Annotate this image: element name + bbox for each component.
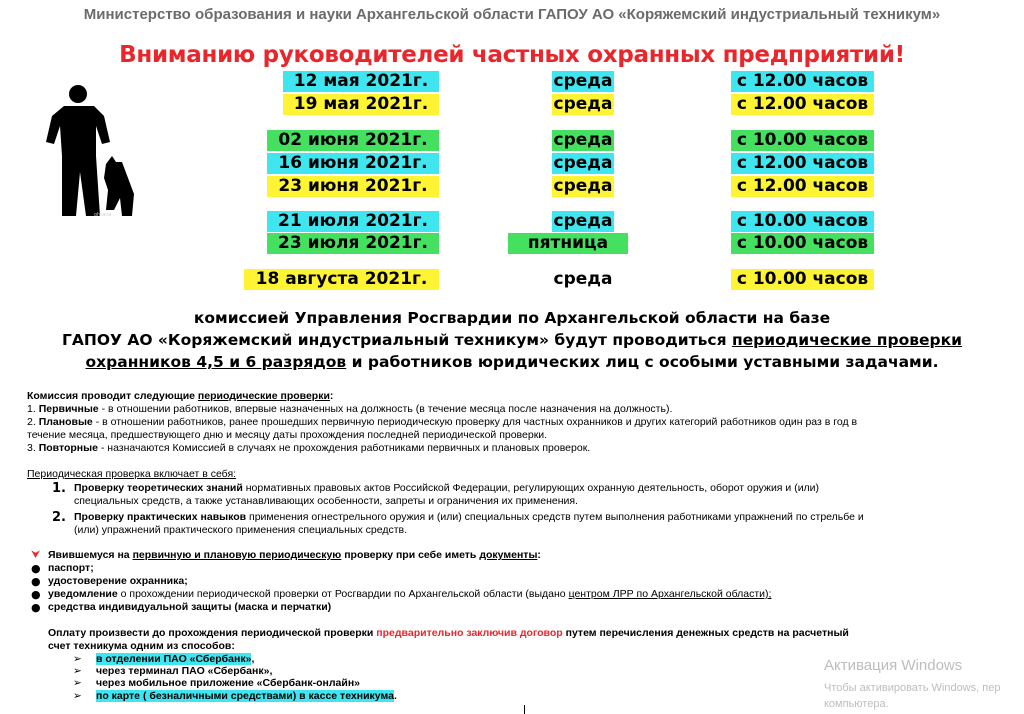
doc-intro-underlined: документы (479, 549, 538, 561)
bullet-icon: ● (31, 588, 41, 601)
doc-guard-certificate: удостоверение охранника; (48, 575, 188, 587)
schedule-time-8: с 10.00 часов (731, 269, 874, 290)
schedule-day-2: среда (553, 94, 613, 114)
announcement-line-2 (0, 329, 1024, 351)
payment-text: путем перечисления денежных средств на расчетный (562, 627, 849, 639)
arrow-icon: ➢ (73, 677, 82, 689)
lrr-center-underlined: центром ЛРР по Архангельской области); (568, 588, 772, 600)
schedule-time-3: с 10.00 часов (731, 130, 874, 151)
guards-grades-underlined: охранников 4,5 и 6 разрядов (85, 353, 347, 371)
arrow-bullet-icon: ⮟ (31, 548, 41, 561)
item-bold: Первичные (38, 403, 99, 415)
arrow-icon: ➢ (73, 665, 82, 677)
doc-intro-text: проверку при себе иметь (341, 549, 480, 561)
periodic-heading: Периодическая проверка включает в себя: (27, 468, 237, 480)
pay-method-comma: , (269, 665, 273, 677)
schedule-day-1: среда (553, 71, 613, 91)
item-bold: уведомление (48, 588, 118, 600)
schedule-date-6: 21 июля 2021г. (267, 211, 439, 232)
commission-item-1: 1. Первичные - в отношении работников, впервые назначенных на должность (в течение месяца после назначения на должность). (27, 403, 673, 415)
schedule-date-5: 23 июня 2021г. (267, 176, 439, 197)
item-text: о прохождении периодической проверки от Росгвардии по Архангельской области (выдано (117, 588, 569, 600)
periodic-checks-underlined: периодические проверки (731, 331, 963, 349)
schedule-day-7: пятница (508, 233, 628, 254)
pay-method-end: . (393, 690, 397, 702)
activation-hint-line-1: Чтобы активировать Windows, пер (824, 682, 1001, 694)
arrow-icon: ➢ (73, 690, 82, 702)
pay-method-card (96, 690, 397, 703)
item-bold: Проверку практических навыков (74, 511, 247, 523)
page-title: Вниманию руководителей частных охранных предприятий! (119, 42, 905, 68)
windows-activation-title: Активация Windows (824, 657, 963, 674)
schedule-day-5: среда (553, 176, 613, 196)
doc-passport: паспорт; (48, 562, 94, 574)
commission-intro-colon: : (329, 390, 334, 402)
schedule-time-2: с 12.00 часов (731, 94, 874, 115)
arrow-icon: ➢ (73, 653, 82, 665)
announcement-text: ГАПОУ АО «Коряжемский индустриальный техникум» будут проводиться (61, 331, 732, 349)
doc-intro-text: Явившемуся на (48, 549, 133, 561)
schedule-date-3: 02 июня 2021г. (267, 130, 439, 151)
schedule-date-2: 19 мая 2021г. (283, 94, 439, 115)
schedule-day-6: среда (553, 211, 613, 231)
schedule-day-3: среда (553, 130, 613, 150)
text-cursor (524, 705, 525, 714)
item-bold: Плановые (38, 416, 93, 428)
commission-item-2: 2. Плановые - в отношении работников, ранее прошедших первичную периодическую проверку для частных охранников и других категорий работников один раз в год в (27, 416, 858, 428)
doc-intro-underlined: первичную и плановую периодическую (132, 549, 342, 561)
schedule-time-6: с 10.00 часов (731, 211, 874, 232)
bullet-icon: ● (31, 601, 41, 614)
schedule-date-1: 12 мая 2021г. (283, 71, 439, 92)
documents-intro (48, 549, 541, 562)
contract-red-text: предварительно заключив договор (376, 627, 563, 639)
periodic-num-1: 1. (52, 481, 66, 496)
item-text: - назначаются Комиссией в случаях не прохождения работниками первичных и плановых проверок. (97, 442, 591, 454)
item-text: нормативных правовых актов Российской Федерации, регулирующих охранную деятельность, оборот оружия и (или) (242, 482, 820, 494)
pay-method-text: в отделении ПАО «Сбербанк» (96, 653, 252, 665)
guard-dog-silhouette-icon (42, 82, 142, 218)
activation-hint-line-2: компьютера. (824, 698, 889, 710)
payment-line-2: счет техникума одним из способов: (48, 640, 235, 652)
commission-item-2-cont: течение месяца, предшествующего дню и месяцу даты прохождения последней периодической проверки. (27, 429, 548, 441)
periodic-num-2: 2. (52, 510, 66, 525)
doc-notification (48, 588, 771, 601)
item-text: применения огнестрельного оружия и (или) специальных средств путем выполнения работниками упражнений по стрельбе и (246, 511, 864, 523)
commission-intro (27, 390, 333, 403)
item-text: - в отношении работников, ранее прошедших первичную периодическую проверку для частных охранников и других категорий работников один раз в год в (92, 416, 858, 428)
windows-activation-hint (824, 680, 1000, 712)
schedule-date-4: 16 июня 2021г. (267, 153, 439, 174)
doc-ppe: средства индивидуальной защиты (маска и перчатки) (48, 601, 332, 613)
svg-text:ohrana: ohrana (94, 212, 112, 218)
announcement-line-3 (0, 351, 1024, 373)
pay-method-comma: , (251, 653, 255, 665)
commission-intro-text: Комиссия проводит следующие (27, 390, 198, 402)
bullet-icon: ● (31, 575, 41, 588)
periodic-item-2 (74, 511, 864, 524)
announcement-text: и работников юридических лиц с особыми уставными задачами. (346, 353, 939, 371)
bullet-icon: ● (31, 562, 41, 575)
item-text: - в отношении работников, впервые назначенных на должность (в течение месяца после назначения на должность). (98, 403, 673, 415)
periodic-item-1-cont: специальных средств, а также устанавливающих особенности, запреты и ограничения их применения. (74, 495, 578, 507)
announcement-line-1: комиссией Управления Росгвардии по Архангельской области на базе (193, 309, 831, 327)
schedule-day-8: среда (553, 269, 613, 289)
schedule-date-7: 23 июля 2021г. (267, 233, 439, 254)
pay-method-text: по карте ( безналичными средствами) в кассе техникума (96, 690, 394, 702)
commission-item-3: 3. Повторные - назначаются Комиссией в случаях не прохождения работниками первичных и плановых проверок. (27, 442, 591, 454)
schedule-time-4: с 12.00 часов (731, 153, 874, 174)
commission-intro-underlined: периодические проверки (197, 390, 330, 402)
item-bold: Повторные (38, 442, 98, 454)
schedule-date-8: 18 августа 2021г. (244, 269, 439, 290)
pay-method-mobile (96, 677, 360, 690)
schedule-day-4: среда (553, 153, 613, 173)
payment-text: Оплату произвести до прохождения периодической проверки (48, 627, 377, 639)
pay-method-text: через терминал ПАО «Сбербанк» (96, 665, 270, 677)
schedule-time-5: с 12.00 часов (731, 176, 874, 197)
ministry-header: Министерство образования и науки Архангельской области ГАПОУ АО «Коряжемский индустриальный техникум» (83, 6, 941, 23)
schedule-time-1: с 12.00 часов (731, 71, 874, 92)
pay-method-text: через мобильное приложение «Сбербанк-онлайн» (96, 677, 361, 689)
payment-line-1 (48, 627, 849, 640)
schedule-time-7: с 10.00 часов (731, 233, 874, 254)
periodic-item-2-cont: (или) упражнений практического применения специальных средств. (74, 524, 408, 536)
item-bold: Проверку теоретических знаний (74, 482, 243, 494)
periodic-item-1 (74, 482, 819, 495)
doc-intro-colon: : (537, 549, 541, 561)
